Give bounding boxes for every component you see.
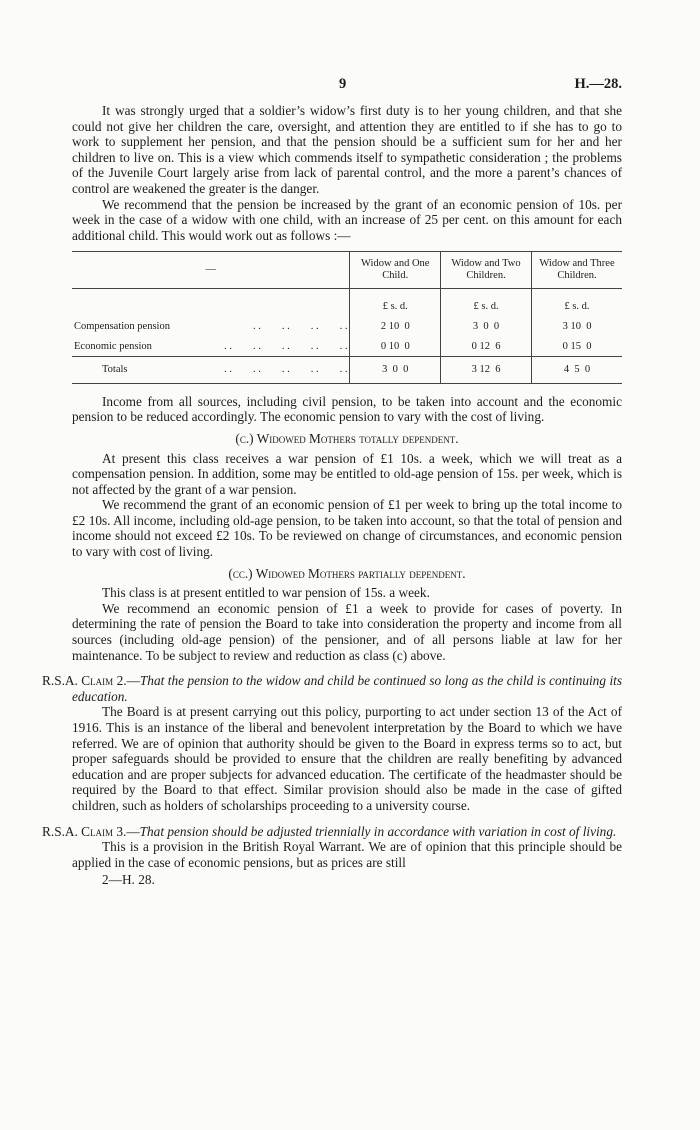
units-cell: £ s. d. [350, 289, 441, 317]
claim-heading [42, 673, 623, 704]
section-heading: (c.) Widowed Mothers totally dependent. [235, 430, 459, 446]
paragraph: We recommend an economic pension of £1 a week to provide for cases of poverty. In determining the rate of pension the Board to take into consideration the property and income from all sources (including old-age pension) of the pensioner, and of all persons liable at law for her maintenance. To be subject to review and reduction as class (c) above. [72, 600, 622, 663]
table-cell: 0 12 6 [441, 337, 532, 357]
column-header: Widow and One Child. [350, 252, 441, 289]
claim-label: R.S.A. Claim 3.— [42, 823, 140, 839]
paragraph: At present this class receives a war pension of £1 10s. a week, which we will treat as a compensation pension. In addition, some may be entitled to old-age pension of 15s. per week, which is not affected by the grant of a war pension. [72, 450, 622, 497]
page-header [72, 76, 622, 96]
table-row [72, 317, 622, 337]
leader-dots: . . . . . . . . . . [224, 340, 348, 352]
page-body [42, 103, 623, 888]
units-cell: £ s. d. [532, 289, 622, 317]
table-cell: 0 15 0 [532, 337, 622, 357]
document-reference: H.—28. [574, 76, 622, 92]
row-label: Compensation pension [74, 320, 170, 332]
column-header: Widow and Two Children. [441, 252, 532, 289]
totals-label: Totals [102, 364, 128, 376]
row-label: Economic pension [74, 340, 152, 352]
paragraph: Income from all sources, including civil pension, to be taken into account and the economic pension to be reduced accordingly. The economic pension to vary with the cost of living. [72, 393, 622, 425]
table-cell: 3 0 0 [441, 317, 532, 337]
claim-text: That pension should be adjusted triennially in accordance with variation in cost of living. [139, 823, 617, 839]
leader-dots: . . . . . . . . . . [224, 364, 348, 376]
paragraph: This class is at present entitled to war pension of 15s. a week. [102, 585, 430, 601]
total-cell: 3 12 6 [441, 357, 532, 384]
table-cell: 3 10 0 [532, 317, 622, 337]
paragraph: We recommend that the pension be increased by the grant of an economic pension of 10s. per week in the case of a widow with one child, with an increase of 25 per cent. on this amount for each additional child. This would work out as follows :— [72, 196, 622, 243]
paragraph: We recommend the grant of an economic pension of £1 per week to bring up the total income to £2 10s. All income, including old-age pension, to be taken into account, so that the total of pension and income should not exceed £2 10s. To be reviewed on change of circumstances, and economic pension to vary with cost of living. [72, 497, 622, 560]
paragraph: The Board is at present carrying out this policy, purporting to act under section 13 of the Act of 1916. This is an instance of the liberal and benevolent interpretation by the Board to which we have referred. We are of opinion that authority should be given to the Board in express terms so to act, but proper safeguards should be provided to ensure that the children are really benefiting by advanced education and are proper subjects for advanced education. The certificate of the headmaster should be required by the Board to that effect. Similar provision should also be made in the case of gifted children, such as holders of scholarships proceeding to a university course. [72, 704, 622, 813]
totals-row [72, 357, 622, 384]
pension-table [72, 251, 622, 383]
signature-mark: 2—H. 28. [102, 872, 155, 888]
leader-dots: . . . . . . . . [252, 320, 348, 332]
units-row [72, 289, 622, 317]
table-row [72, 337, 622, 357]
paragraph: This is a provision in the British Royal Warrant. We are of opinion that this principle should be applied in the case of economic pensions, but as prices are still [72, 839, 622, 870]
claim-label: R.S.A. Claim 2.— [42, 673, 140, 689]
claim-text: That the pension to the widow and child be continued so long as the child is continuing its education. [72, 673, 623, 704]
units-cell: £ s. d. [441, 289, 532, 317]
table-cell: 0 10 0 [350, 337, 441, 357]
section-heading: (cc.) Widowed Mothers partially dependent. [228, 565, 466, 581]
column-header: Widow and Three Children. [532, 252, 622, 289]
table-cell: 2 10 0 [350, 317, 441, 337]
total-cell: 3 0 0 [350, 357, 441, 384]
paragraph: It was strongly urged that a soldier’s widow’s first duty is to her young children, and that she could not give her children the care, oversight, and attention they are entitled to if she has to go to work to supplement her pension, and that the pension should be a sufficient sum for her and her children to live on. This is a view which commends itself to sympathetic consideration ; the problems of the Juvenile Court largely arise from lack of parental control, and the more a parent’s chances of control are weakened the greater is the danger. [72, 103, 622, 196]
page-number: 9 [339, 76, 347, 92]
claim-heading [42, 823, 622, 840]
table-corner: — [72, 252, 350, 289]
total-cell: 4 5 0 [532, 357, 622, 384]
